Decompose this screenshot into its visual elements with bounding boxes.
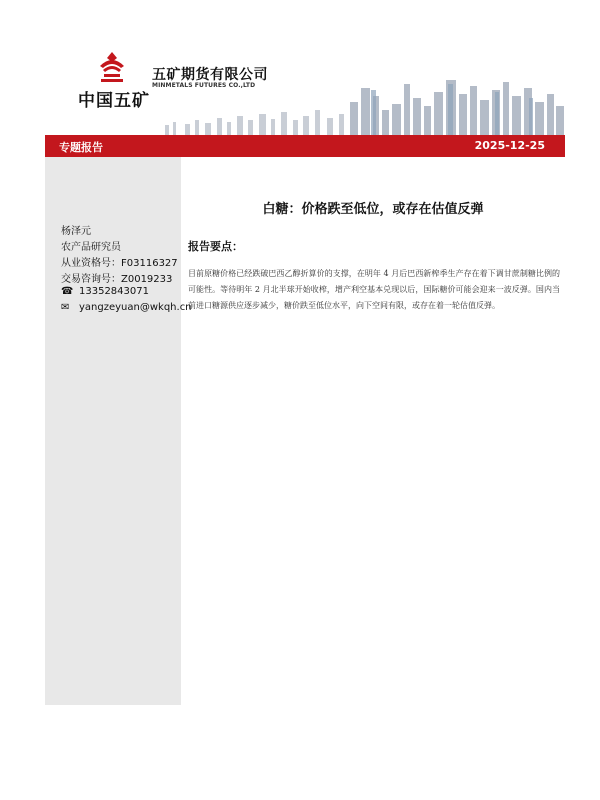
consulting-number: 交易咨询号：Z0019233	[61, 274, 173, 285]
qualification-number: 从业资格号：F03116327	[61, 258, 178, 269]
company-name-cn: 五矿期货有限公司	[152, 67, 268, 83]
report-header	[45, 40, 565, 135]
summary-paragraph: 目前原糖价格已经跌破巴西乙醇折算价的支撑，在明年 4 月后巴西新榨季生产存在着下调甘蔗制糖比例的可能性。等待明年 2 月北半球开始收榨，增产利空基本兑现以后，国际糖价可能会迎来一波反弹。国内当前进口糖源供应逐步减少，糖价跌至低位水平，向下空间有限，或存在着一轮估值反弹。	[188, 269, 560, 310]
report-date: 2025-12-25	[474, 139, 545, 152]
email-address[interactable]: yangzeyuan@wkqh.cn	[79, 302, 192, 313]
company-name-en: MINMETALS FUTURES CO.,LTD	[152, 82, 256, 89]
phone-icon: ☎	[61, 286, 74, 297]
analyst-role: 农产品研究员	[61, 242, 121, 253]
phone-line	[61, 286, 149, 297]
summary-heading: 报告要点：	[188, 240, 243, 253]
minmetals-logo-icon	[95, 50, 129, 84]
analyst-name: 杨泽元	[61, 226, 91, 237]
email-line	[61, 302, 192, 313]
phone-number: 13352843071	[79, 286, 149, 297]
analyst-sidebar	[45, 157, 192, 705]
report-title: 白糖：价格跌至低位，或存在估值反弹	[262, 202, 484, 217]
report-banner	[45, 135, 565, 157]
logo-wordmark: 中国五矿	[78, 91, 150, 111]
envelope-icon: ✉	[61, 302, 70, 313]
report-category: 专题报告	[59, 141, 103, 154]
